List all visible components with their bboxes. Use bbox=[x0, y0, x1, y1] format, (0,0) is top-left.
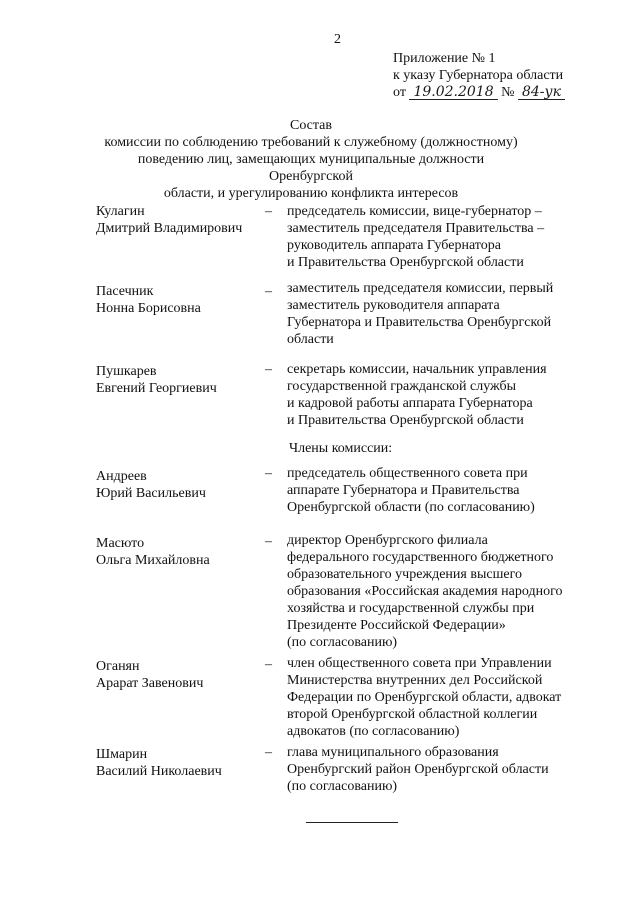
member-name bbox=[96, 283, 256, 317]
page-number: 2 bbox=[334, 32, 341, 47]
role-line: Министерства внутренних дел Российской bbox=[287, 673, 543, 688]
member-role bbox=[287, 655, 607, 740]
role-line: образования «Российская академия народного bbox=[287, 584, 563, 599]
role-line: аппарате Губернатора и Правительства bbox=[287, 483, 520, 498]
appendix-header bbox=[393, 50, 565, 101]
role-line: и Правительства Оренбургской области bbox=[287, 413, 524, 428]
role-line: заместитель председателя Правительства – bbox=[287, 221, 545, 236]
role-line: второй Оренбургской областной коллегии bbox=[287, 707, 538, 722]
dash: – bbox=[265, 466, 272, 481]
role-line: и кадровой работы аппарата Губернатора bbox=[287, 396, 533, 411]
member-role bbox=[287, 744, 607, 795]
role-line: федерального государственного бюджетного bbox=[287, 550, 554, 565]
title-line: поведению лиц, замещающих муниципальные должности Оренбургской bbox=[137, 152, 485, 184]
role-line: секретарь комиссии, начальник управления bbox=[287, 362, 547, 377]
member-role bbox=[287, 203, 607, 271]
member-given-names: Ольга Михайловна bbox=[96, 553, 210, 568]
role-line: (по согласованию) bbox=[287, 779, 398, 794]
handwritten-date: 19.02.2018 bbox=[409, 85, 497, 100]
member-surname: Масюто bbox=[96, 536, 145, 551]
member-surname: Кулагин bbox=[96, 204, 145, 219]
member-surname: Пасечник bbox=[96, 284, 154, 299]
member-name bbox=[96, 658, 256, 692]
appendix-date-line bbox=[393, 84, 565, 101]
closing-rule bbox=[306, 822, 398, 823]
dash: – bbox=[265, 284, 272, 299]
role-line: государственной гражданской службы bbox=[287, 379, 517, 394]
role-line: руководитель аппарата Губернатора bbox=[287, 238, 501, 253]
appendix-decree: к указу Губернатора области bbox=[393, 68, 564, 83]
role-line: председатель комиссии, вице-губернатор – bbox=[287, 204, 542, 219]
title-line: Состав bbox=[289, 118, 332, 133]
member-role bbox=[287, 532, 607, 651]
member-surname: Оганян bbox=[96, 659, 140, 674]
from-label: от bbox=[393, 85, 406, 100]
role-line: председатель общественного совета при bbox=[287, 466, 528, 481]
member-surname: Шмарин bbox=[96, 747, 148, 762]
members-heading: Члены комиссии: bbox=[289, 441, 393, 456]
title-line: комиссии по соблюдению требований к служебному (должностному) bbox=[104, 135, 518, 150]
member-name bbox=[96, 746, 256, 780]
dash: – bbox=[265, 745, 272, 760]
member-name bbox=[96, 535, 256, 569]
appendix-title: Приложение № 1 bbox=[393, 51, 496, 66]
role-line: адвокатов (по согласованию) bbox=[287, 724, 460, 739]
member-surname: Андреев bbox=[96, 469, 147, 484]
handwritten-number: 84-ук bbox=[518, 85, 565, 100]
role-line: и Правительства Оренбургской области bbox=[287, 255, 524, 270]
member-role bbox=[287, 280, 607, 348]
member-name bbox=[96, 363, 256, 397]
member-surname: Пушкарев bbox=[96, 364, 157, 379]
member-given-names: Василий Николаевич bbox=[96, 764, 222, 779]
member-given-names: Арарат Завенович bbox=[96, 676, 204, 691]
role-line: хозяйства и государственной службы при bbox=[287, 601, 535, 616]
role-line: глава муниципального образования bbox=[287, 745, 499, 760]
role-line: образовательного учреждения высшего bbox=[287, 567, 522, 582]
member-given-names: Евгений Георгиевич bbox=[96, 381, 217, 396]
title-line: области, и урегулированию конфликта интересов bbox=[163, 186, 459, 201]
member-given-names: Нонна Борисовна bbox=[96, 301, 201, 316]
member-role bbox=[287, 361, 607, 429]
role-line: заместитель руководителя аппарата bbox=[287, 298, 500, 313]
role-line: директор Оренбургского филиала bbox=[287, 533, 488, 548]
member-name bbox=[96, 468, 256, 502]
role-line: Оренбургской области (по согласованию) bbox=[287, 500, 535, 515]
role-line: член общественного совета при Управлении bbox=[287, 656, 552, 671]
role-line: области bbox=[287, 332, 334, 347]
role-line: Оренбургский район Оренбургской области bbox=[287, 762, 549, 777]
document-title bbox=[96, 117, 526, 202]
role-line: Федерации по Оренбургской области, адвокат bbox=[287, 690, 562, 705]
role-line: Президенте Российской Федерации» bbox=[287, 618, 506, 633]
dash: – bbox=[265, 204, 272, 219]
member-name bbox=[96, 203, 256, 237]
role-line: Губернатора и Правительства Оренбургской bbox=[287, 315, 552, 330]
dash: – bbox=[265, 362, 272, 377]
role-line: (по согласованию) bbox=[287, 635, 398, 650]
number-label: № bbox=[501, 85, 515, 100]
member-given-names: Дмитрий Владимирович bbox=[96, 221, 243, 236]
member-role bbox=[287, 465, 607, 516]
dash: – bbox=[265, 657, 272, 672]
dash: – bbox=[265, 534, 272, 549]
member-given-names: Юрий Васильевич bbox=[96, 486, 206, 501]
role-line: заместитель председателя комиссии, первый bbox=[287, 281, 554, 296]
